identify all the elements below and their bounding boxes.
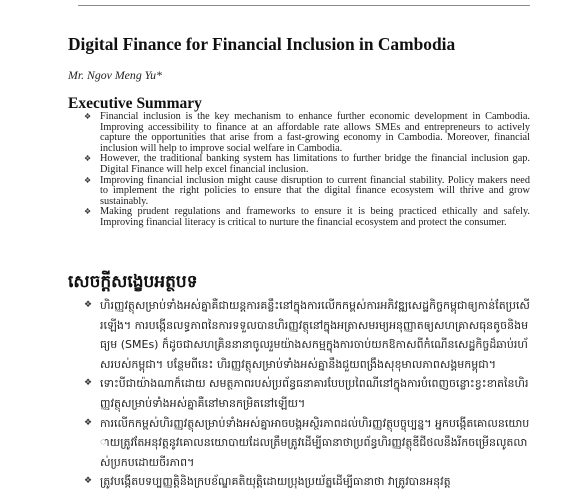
executive-summary-item xyxy=(84,207,530,228)
khmer-summary-item xyxy=(84,374,530,413)
diamond-bullet-icon: ❖ xyxy=(84,476,93,487)
document-title: Digital Finance for Financial Inclusion in Cambodia xyxy=(68,34,456,54)
executive-summary-heading: Executive Summary xyxy=(68,95,202,112)
executive-summary-list xyxy=(84,112,530,229)
executive-summary-item xyxy=(84,154,530,175)
diamond-bullet-icon: ❖ xyxy=(84,378,93,389)
khmer-summary-list xyxy=(84,296,530,492)
khmer-summary-item xyxy=(84,414,530,473)
executive-summary-item xyxy=(84,176,530,208)
diamond-bullet-icon: ❖ xyxy=(84,112,92,121)
khmer-summary-text: ទោះបីជាយ៉ាងណាក៏ដោយ សមត្ថភាពរបស់ប្រព័ន្ធធនាគារបែបប្រពៃណីនៅក្នុងការបំពេញចន្លោះខ្វះខាតនៃហិរញ្ញវត្ថុសម្រាប់ទាំងអស់គ្នាគឺនៅមានកម្រិតនៅឡើយ។ xyxy=(100,377,529,410)
executive-summary-item xyxy=(84,112,530,154)
author-name: Mr. Ngov Meng Yu* xyxy=(68,68,162,82)
khmer-summary-item xyxy=(84,296,530,374)
khmer-summary-heading: សេចក្តីសង្ខេបអត្ថបទ xyxy=(68,272,198,292)
khmer-summary-text: ត្រូវបង្កើតបទប្បញ្ញត្តិនិងក្របខ័ណ្ឌគតិយុត្តិដោយប្រុងប្រយ័ត្នដើម្បីធានាថា វាត្រូវបានអនុវត្ត xyxy=(100,475,451,489)
executive-summary-text: Financial inclusion is the key mechanism to enhance further economic development in Cambodia. Improving accessibility to finance at an affordable rate allows SMEs and entrepreneurs to actively capture the opportunities that arise from a fast-growing economy in Cambodia. Moreover, financial inclusion will help to improve social welfare in Cambodia. xyxy=(100,111,530,154)
diamond-bullet-icon: ❖ xyxy=(84,175,92,185)
executive-summary-text: Improving financial inclusion might cause disruption to current financial stability. Policy makers need to implement the right policies to ensure that the digital finance ecosystem will thrive and grow sustainably. xyxy=(100,174,530,207)
executive-summary-text: However, the traditional banking system has limitations to further bridge the financial inclusion gap. Digital Finance will help excel financial inclusion. xyxy=(100,153,530,175)
diamond-bullet-icon: ❖ xyxy=(84,300,93,310)
khmer-summary-text: ការលើកកម្ពស់ហិរញ្ញវត្ថុសម្រាប់ទាំងអស់គ្នាអាចបង្កអស្ថិរភាពដល់ហិរញ្ញវត្ថុបច្ចុប្បន្ន។ អ្នកបង្កើតគោលនយោបាយត្រូវតែអនុវត្តនូវគោលនយោបាយដែលត្រឹមត្រូវដើម្បីធានាថាប្រព័ន្ធហិរញ្ញវត្ថុឌីជីថលនឹងរីកចម្រើនលូតលាស់ប្រកបដោយចីរភាព។ xyxy=(100,416,530,469)
diamond-bullet-icon: ❖ xyxy=(84,207,92,217)
top-rule xyxy=(78,5,530,6)
khmer-summary-item xyxy=(84,472,530,492)
diamond-bullet-icon: ❖ xyxy=(84,154,92,164)
khmer-summary-text: ហិរញ្ញវត្ថុសម្រាប់ទាំងអស់គ្នាគឺជាយន្តការគន្លឹះនៅក្នុងការលើកកម្ពស់ការអភិវឌ្ឍសេដ្ឋកិច្ចកម្ពុជាឲ្យកាន់តែប្រសើរឡើង។ ការបង្កើនលទ្ធភាពនៃការទទួលបានហិរញ្ញវត្ថុនៅក្នុងអត្រាសមរម្យអនុញ្ញាតឲ្យសហគ្រាសធុនតូចនិងមធ្យម (SMEs) ក៏ដូចជាសហគ្រិននានាចូលរួមយ៉ាងសកម្មក្នុងការចាប់យកឱកាសពីកំណើនសេដ្ឋកិច្ចដ៏ឆាប់រហ័សរបស់កម្ពុជា។ បន្ថែមពីនេះ ហិរញ្ញវត្ថុសម្រាប់ទាំងអស់គ្នានឹងជួយពង្រឹងសុខុមាលភាពសង្គមកម្ពុជា។ xyxy=(100,299,530,371)
executive-summary-text: Making prudent regulations and frameworks to ensure it is being practiced ethically and safely. Improving financial literacy is critical to nurture the financial ecosystem and protect the consumer. xyxy=(100,206,530,228)
diamond-bullet-icon: ❖ xyxy=(84,417,93,428)
